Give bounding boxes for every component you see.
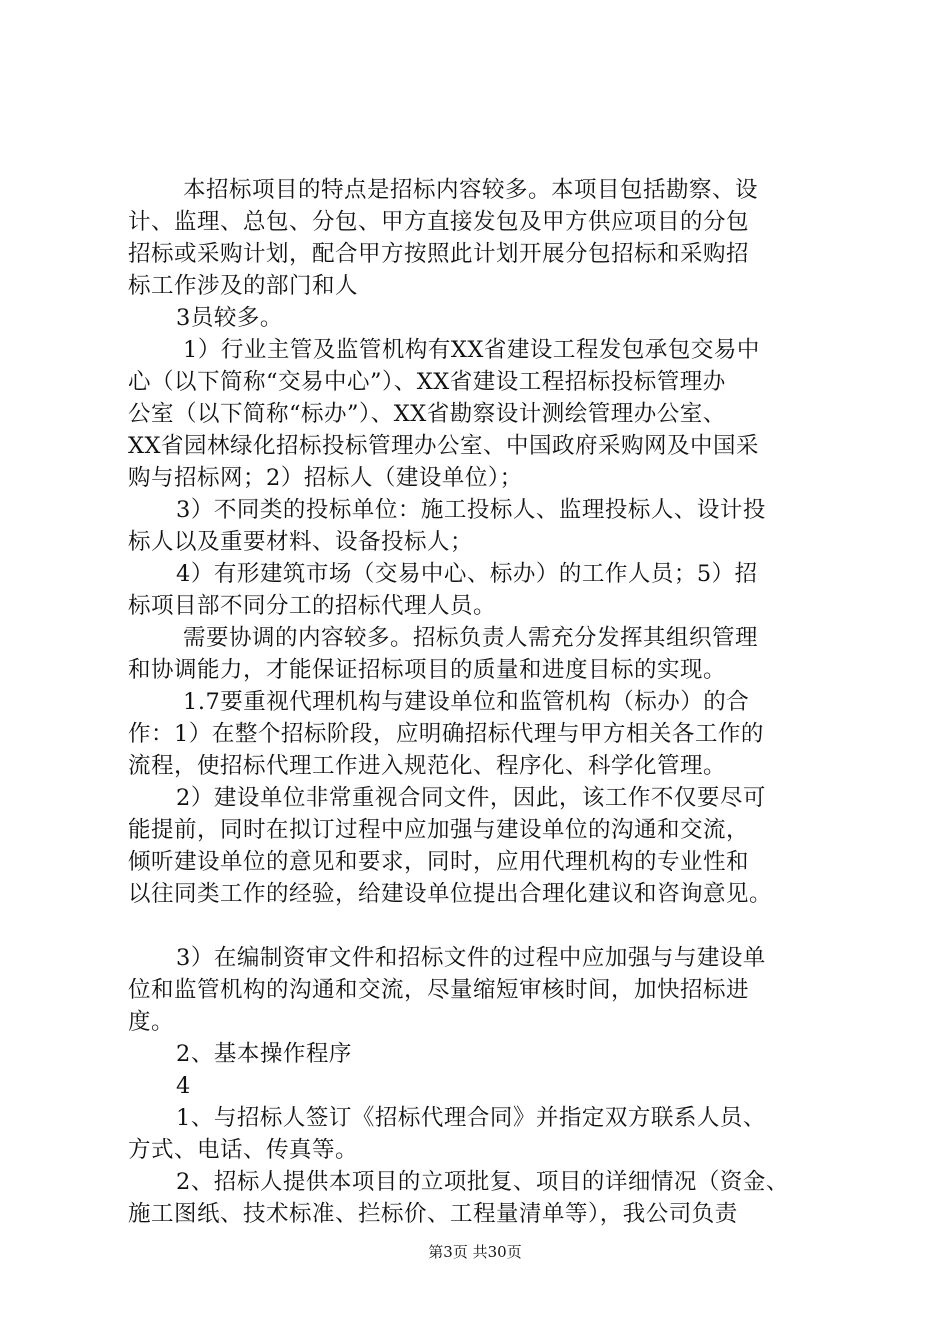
text-line: 标项目部不同分工的招标代理人员。 — [128, 593, 497, 619]
text-line: 位和监管机构的沟通和交流，尽量缩短审核时间，加快招标进 — [128, 977, 750, 1003]
text-line: 2、基本操作程序 — [176, 1041, 352, 1067]
text-line: 倾听建设单位的意见和要求，同时，应用代理机构的专业性和 — [128, 849, 750, 875]
text-line: 2）建设单位非常重视合同文件，因此，该工作不仅要尽可 — [176, 785, 766, 811]
page-footer: 第3页 共30页 — [428, 1243, 522, 1261]
text-line: 3）在编制资审文件和招标文件的过程中应加强与与建设单 — [176, 945, 766, 971]
text-line: 标人以及重要材料、设备投标人； — [128, 529, 474, 555]
text-line: 4 — [176, 1073, 191, 1099]
text-line: 标工作涉及的部门和人 — [128, 273, 359, 299]
text-line: 1）行业主管及监管机构有XX省建设工程发包承包交易中 — [183, 337, 760, 363]
text-line: 计、监理、总包、分包、甲方直接发包及甲方供应项目的分包 — [128, 209, 750, 235]
text-line: 3）不同类的投标单位：施工投标人、监理投标人、设计投 — [176, 497, 766, 523]
text-line: 心（以下简称“交易中心”）、XX省建设工程招标投标管理办 — [128, 369, 726, 395]
text-line: 和协调能力，才能保证招标项目的质量和进度目标的实现。 — [128, 657, 727, 683]
text-line: XX省园林绿化招标投标管理办公室、中国政府采购网及中国采 — [128, 433, 760, 459]
text-line: 1.7要重视代理机构与建设单位和监管机构（标办）的合 — [183, 689, 750, 715]
text-line: 施工图纸、技术标准、拦标价、工程量清单等），我公司负责 — [128, 1201, 738, 1227]
document-body — [128, 174, 840, 1230]
text-line: 招标或采购计划，配合甲方按照此计划开展分包招标和采购招 — [128, 241, 750, 267]
text-line: 1、与招标人签订《招标代理合同》并指定双方联系人员、 — [176, 1105, 766, 1131]
text-line: 能提前，同时在拟订过程中应加强与建设单位的沟通和交流， — [128, 817, 750, 843]
text-line: 2、招标人提供本项目的立项批复、项目的详细情况（资金、 — [176, 1169, 789, 1195]
text-line: 本招标项目的特点是招标内容较多。本项目包括勘察、设 — [183, 177, 759, 203]
text-line: 以往同类工作的经验，给建设单位提出合理化建议和咨询意见。 — [128, 881, 773, 907]
text-line: 作：1）在整个招标阶段，应明确招标代理与甲方相关各工作的 — [128, 721, 764, 747]
text-line: 4）有形建筑市场（交易中心、标办）的工作人员；5）招 — [176, 561, 758, 587]
text-line: 需要协调的内容较多。招标负责人需充分发挥其组织管理 — [183, 625, 759, 651]
text-line: 流程，使招标代理工作进入规范化、程序化、科学化管理。 — [128, 753, 727, 779]
text-line: 公室（以下简称“标办”）、XX省勘察设计测绘管理办公室、 — [128, 401, 726, 427]
text-line: 3员较多。 — [176, 305, 283, 331]
blank-line — [128, 910, 840, 942]
text-line: 方式、电话、传真等。 — [128, 1137, 359, 1163]
text-line: 度。 — [128, 1009, 175, 1035]
text-line: 购与招标网；2）招标人（建设单位）； — [128, 465, 523, 491]
